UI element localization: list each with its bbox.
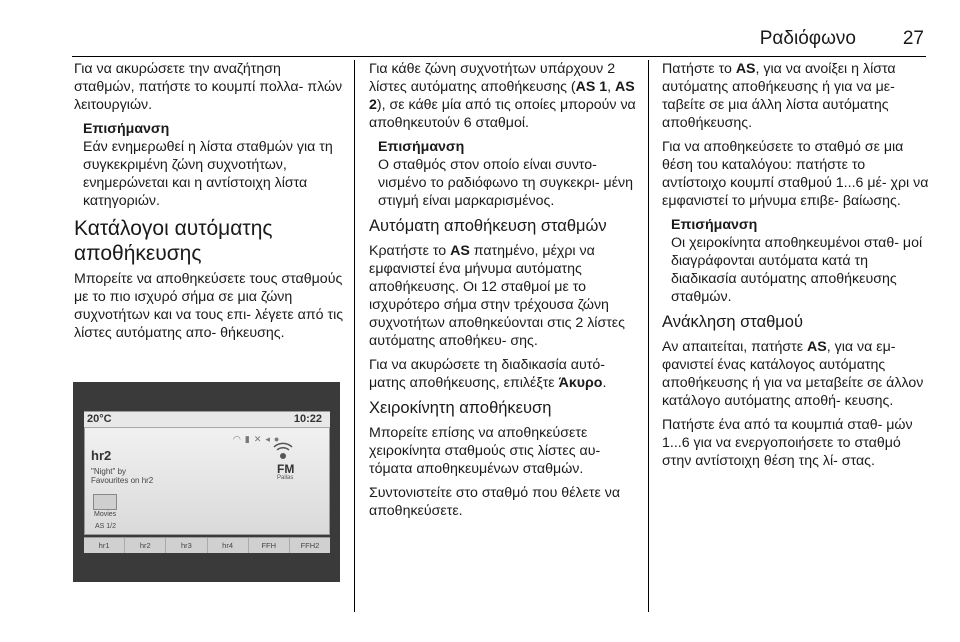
volume-icon: ◂	[265, 434, 274, 444]
preset-button: hr3	[166, 538, 207, 553]
wifi-icon: ◠	[233, 434, 245, 444]
signal-icon: ▮	[244, 434, 254, 444]
paragraph-open-list: Πατήστε το AS, για να ανοίξει η λίστα αυτόματης αποθήκευσης ή για να με- ταβείτε σε μια άλλη λίστα αυτόματης αποθήκευσης.	[662, 61, 896, 131]
preset-button: hr1	[84, 538, 125, 553]
note-heading: Επισήμανση	[378, 139, 465, 155]
paragraph-cancel: Για να ακυρώσετε τη διαδικασία αυτό- ματης αποθήκευσης, επιλέξτε Άκυρο.	[369, 357, 607, 391]
note-text: Εάν ενημερωθεί η λίστα σταθμών για τη συγκεκριμένη ζώνη συχνοτήτων, ενημερώνεται και η αντίστοιχη λίστα κατηγοριών.	[83, 139, 333, 209]
column-divider	[648, 60, 649, 612]
radio-text-line-1: "Night" by	[91, 467, 127, 476]
as-list-label: AS 1/2	[95, 523, 117, 530]
page-header	[72, 28, 926, 54]
section-heading: Κατάλογοι αυτόματης αποθήκευσης	[74, 217, 273, 265]
note-text: Οι χειροκίνητα αποθηκευμένοι σταθ- μοί διαγράφονται αυτόματα κατά τη διαδικασία αυτόματης αποθήκευσης σταθμών.	[671, 235, 923, 305]
station-name: hr2	[91, 448, 112, 463]
paragraph-manual-store: Μπορείτε επίσης να αποθηκεύσετε χειροκίνητα σταθμούς στις λίστες αυ- τόματα αποθηκευμένων σταθμών.	[369, 425, 601, 477]
preset-button: hr2	[125, 538, 166, 553]
band-label: FM	[277, 462, 295, 476]
paragraph-tune: Συντονιστείτε στο σταθμό που θέλετε να αποθηκεύσετε.	[369, 485, 621, 519]
note-block	[662, 216, 930, 306]
note-text: Ο σταθμός στον οποίο είναι συντο- νισμένο το ραδιόφωνο τη συγκεκρι- μένη στιγμή είναι μαρκαρισμένος.	[378, 157, 634, 209]
intro-paragraph: Για να ακυρώσετε την αναζήτηση σταθμών, πατήστε το κουμπί πολλα- πλών λειτουργιών.	[74, 61, 343, 113]
page-number: 27	[902, 28, 924, 49]
paragraph-auto-store: Κρατήστε το AS πατημένο, μέχρι να εμφανιστεί ένα μήνυμα αυτόματης αποθήκευσης. Οι 12 σταθμοί με το ισχυρότερο σήμα στην τρέχουσα ζώνη συχνοτήτων αποθηκεύονται στις 2 λίστες αυτόματης αποθήκευ- σης.	[369, 243, 625, 349]
header-rule	[72, 56, 926, 57]
radio-text-line-2: Favourites on hr2	[91, 476, 154, 485]
preset-button: hr4	[208, 538, 249, 553]
paragraph-recall: Αν απαιτείται, πατήστε AS, για να εμ- φανιστεί ένας κατάλογος αυτόματης αποθήκευσης ή για να μεταβείτε σε άλλον κατάλογο αυτόματης αποθή- κευσης.	[662, 339, 924, 409]
preset-bar	[84, 537, 330, 553]
section-heading: Ανάκληση σταθμού	[662, 313, 804, 331]
paragraph-as-lists: Για κάθε ζώνη συχνοτήτων υπάρχουν 2 λίστες αυτόματης αποθήκευσης (AS 1, AS 2), σε κάθε μία από τις οποίες μπορούν να αποθηκευτούν 6 σταθμοί.	[369, 61, 636, 131]
mute-icon: ✕	[253, 434, 266, 444]
page-title: Ραδιόφωνο	[759, 28, 856, 49]
note-heading: Επισήμανση	[671, 217, 758, 233]
section-heading: Αυτόματη αποθήκευση σταθμών	[369, 217, 607, 235]
column-2	[369, 60, 636, 526]
temperature-readout: 20°C	[87, 413, 112, 425]
column-divider	[354, 60, 355, 612]
preset-button: FFH	[249, 538, 290, 553]
bluetooth-icon: ●	[273, 434, 284, 444]
broadcast-icon	[269, 442, 305, 464]
column-3	[662, 60, 930, 476]
paragraph-activate: Πατήστε ένα από τα κουμπιά σταθ- μών 1...6 για να ενεργοποιήσετε το σταθμό στην αντίστοιχη θέση της λί- στας.	[662, 417, 913, 469]
note-heading: Επισήμανση	[83, 121, 170, 137]
note-block	[74, 120, 344, 210]
paragraph-save-position: Για να αποθηκεύσετε το σταθμό σε μια θέση του καταλόγου: πατήστε το αντίστοιχο κουμπί σταθμού 1...6 μέ- χρι να εμφανιστεί το μήνυμα επιβε- βαίωσης.	[662, 139, 929, 209]
section-heading: Χειροκίνητη αποθήκευση	[369, 399, 552, 417]
fm-band-icon	[269, 442, 305, 480]
column-1	[74, 60, 344, 348]
clock-readout: 10:22	[293, 413, 322, 425]
note-block	[369, 138, 636, 210]
menu-icon	[93, 494, 117, 510]
radio-screen-illustration	[73, 382, 340, 582]
menu-label: Movies	[94, 511, 117, 518]
band-sublabel: Pallas	[277, 475, 294, 481]
preset-button: FFH2	[300, 541, 320, 550]
section-paragraph: Μπορείτε να αποθηκεύσετε τους σταθμούς με το πιο ισχυρό σήμα σε μια ζώνη συχνοτήτων και να τους επι- λέγετε από τις λίστες αυτόματης απο- θήκευσης.	[74, 271, 344, 341]
